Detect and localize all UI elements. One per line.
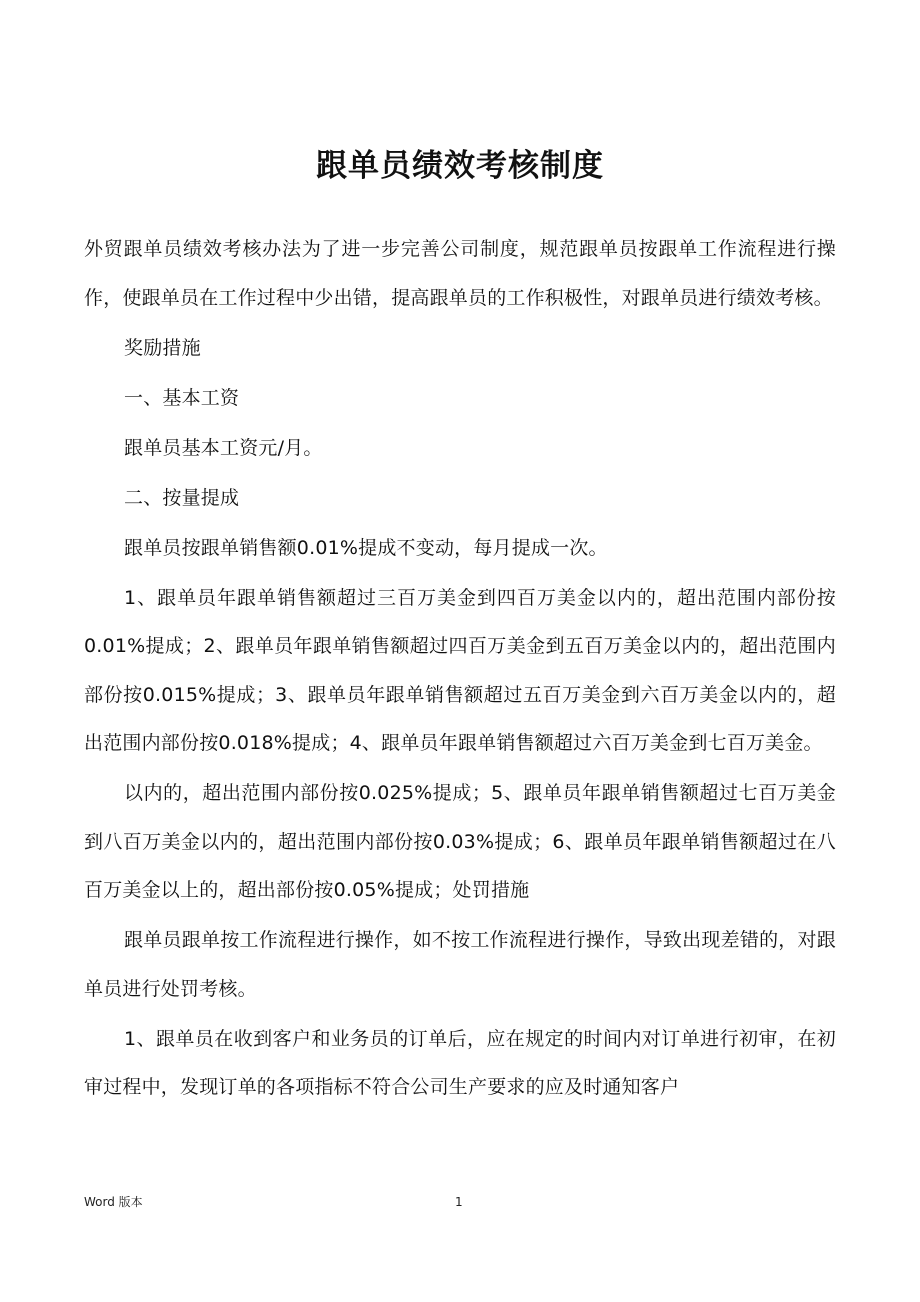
paragraph-commission-base: 跟单员按跟单销售额0.01%提成不变动，每月提成一次。 (124, 536, 608, 559)
paragraph-penalty-intro: 跟单员跟单按工作流程进行操作，如不按工作流程进行操作，导致出现差错的，对跟单员进行处罚考核。 (84, 929, 836, 1000)
paragraph-commission-tiers: 1、跟单员年跟单销售额超过三百万美金到四百万美金以内的，超出范围内部份按0.01%提成；2、跟单员年跟单销售额超过四百万美金到五百万美金以内的，超出范围内部份按0.015%提成；3、跟单员年跟单销售额超过五百万美金到六百万美金以内的，超出范围内部份按0.018%提成；4、跟单员年跟单销售额超过六百万美金到七百万美金。 (84, 586, 836, 754)
document-title: 跟单员绩效考核制度 (316, 148, 604, 184)
paragraph-penalty-item-1: 1、跟单员在收到客户和业务员的订单后，应在规定的时间内对订单进行初审，在初审过程中，发现订单的各项指标不符合公司生产要求的应及时通知客户 (84, 1027, 836, 1098)
paragraph-intro: 外贸跟单员绩效考核办法为了进一步完善公司制度，规范跟单员按跟单工作流程进行操作，使跟单员在工作过程中少出错，提高跟单员的工作积极性，对跟单员进行绩效考核。 (84, 238, 836, 309)
paragraph-base-salary-heading: 一、基本工资 (124, 386, 240, 409)
paragraph-base-salary: 跟单员基本工资元/月。 (124, 436, 323, 459)
footer-version-label: Word 版本 (84, 1195, 143, 1209)
paragraph-commission-heading: 二、按量提成 (124, 486, 240, 509)
document-body (84, 225, 836, 1113)
footer-page-number: 1 (455, 1195, 463, 1209)
paragraph-reward-heading: 奖励措施 (124, 336, 201, 359)
paragraph-commission-tiers-continued: 以内的，超出范围内部份按0.025%提成；5、跟单员年跟单销售额超过七百万美金到八百万美金以内的，超出范围内部份按0.03%提成；6、跟单员年跟单销售额超过在八百万美金以上的，超出部份按0.05%提成；处罚措施 (84, 782, 836, 901)
